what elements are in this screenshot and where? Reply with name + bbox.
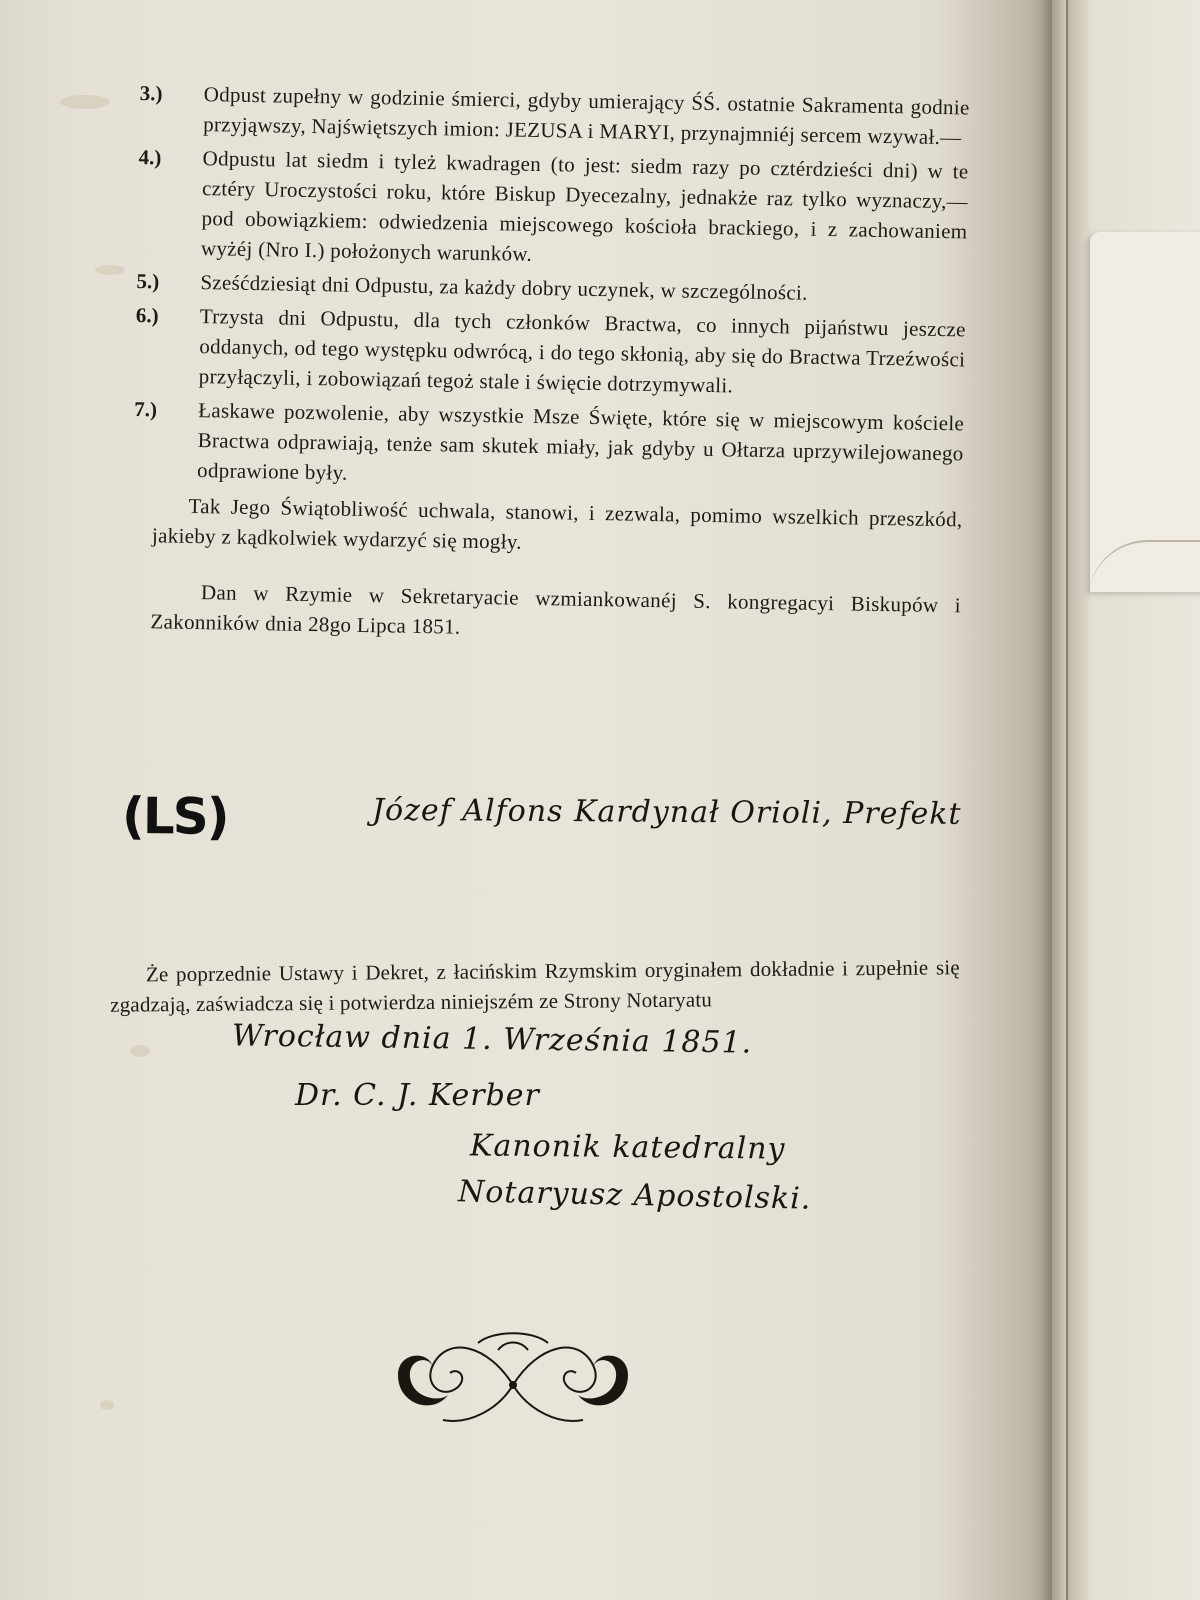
notary-name: Dr. C. J. Kerber: [295, 1078, 540, 1113]
paper-stain: [95, 265, 125, 275]
cardinal-signature: Józef Alfons Kardynał Orioli, Prefekt: [371, 792, 962, 832]
item-text: Odpustu lat siedm i tyleż kwadragen (to jest: siedm razy po cztérdzieści dni) w te cztéry Uroczystości roku, które Biskup Dyecezalny, jednakże raz tylko wyznaczy,— pod obowiązkiem: odwiedzenia miejscowego kościoła brackiego, i z zachowaniem wyżéj (Nro I.) położonych warunków.: [200, 146, 969, 266]
list-item: [139, 78, 970, 152]
notary-attestation: Że poprzednie Ustawy i Dekret, z łacińskim Rzymskim oryginałem dokładnie i zupełnie się zgadzają, zaświadcza się i potwierdza niniejszém ze Strony Notaryatu: [110, 955, 960, 1017]
dated-line: Dan w Rzymie w Sekretaryacie wzmiankowanéj S. kongregacyi Biskupów i Zakonników dnia 28go Lipca 1851.: [150, 580, 962, 639]
item-number: 6.): [135, 302, 159, 328]
handwritten-place-date: Wrocław dnia 1. Września 1851.: [231, 1018, 753, 1061]
list-item: [135, 300, 966, 404]
item-text: Odpust zupełny w godzinie śmierci, gdyby umierający ŚŚ. ostatnie Sakramenta godnie przyjąwszy, Najświętszych imion: JEZUSA i MARYI, przynajmniéj sercem wzywał.—: [202, 82, 970, 150]
decree-text: [130, 78, 970, 650]
notary-title: Kanonik katedralny: [469, 1128, 786, 1167]
list-item: [133, 394, 964, 498]
paper-stain: [130, 1045, 150, 1057]
item-number: 7.): [134, 396, 158, 422]
list-item: [137, 142, 969, 276]
signature-row: [122, 787, 982, 853]
item-text: Łaskawe pozwolenie, aby wszystkie Msze Święte, które się w miejscowym kościele Bractwa odprawiają, tenże sam skutek miały, jak gdyby u Ołtarza uprzywilejowanego odprawione były.: [196, 398, 965, 485]
item-text: Sześćdziesiąt dni Odpustu, za każdy dobry uczynek, w szczególności.: [200, 270, 808, 305]
item-text: Trzysta dni Odpustu, dla tych członków Bractwa, co innych pijaństwu jeszcze oddanych, od tego występku odwrócą, i do tego skłonią, aby się do Bractwa Trzeźwości przyłączyli, i zobowiązań tegoż stale i święcie dotrzymywali.: [198, 304, 966, 398]
item-number: 3.): [139, 80, 163, 106]
closing-paragraph: Tak Jego Świątobliwość uchwala, stanowi, i zezwala, pomimo wszelkich przeszkód, jakieby z kądkolwiek wydarzyć się mogły.: [151, 493, 963, 554]
item-number: 4.): [138, 144, 162, 170]
paper-stain: [100, 1400, 114, 1410]
ornament-flourish-icon: [388, 1325, 638, 1435]
page-edges: [1052, 0, 1066, 1600]
item-number: 5.): [136, 268, 160, 294]
inserted-sheet: [1090, 232, 1200, 592]
paper-stain: [60, 95, 110, 109]
seal-mark: (LS): [121, 786, 228, 846]
notary-title: Notaryusz Apostolski.: [457, 1174, 812, 1217]
